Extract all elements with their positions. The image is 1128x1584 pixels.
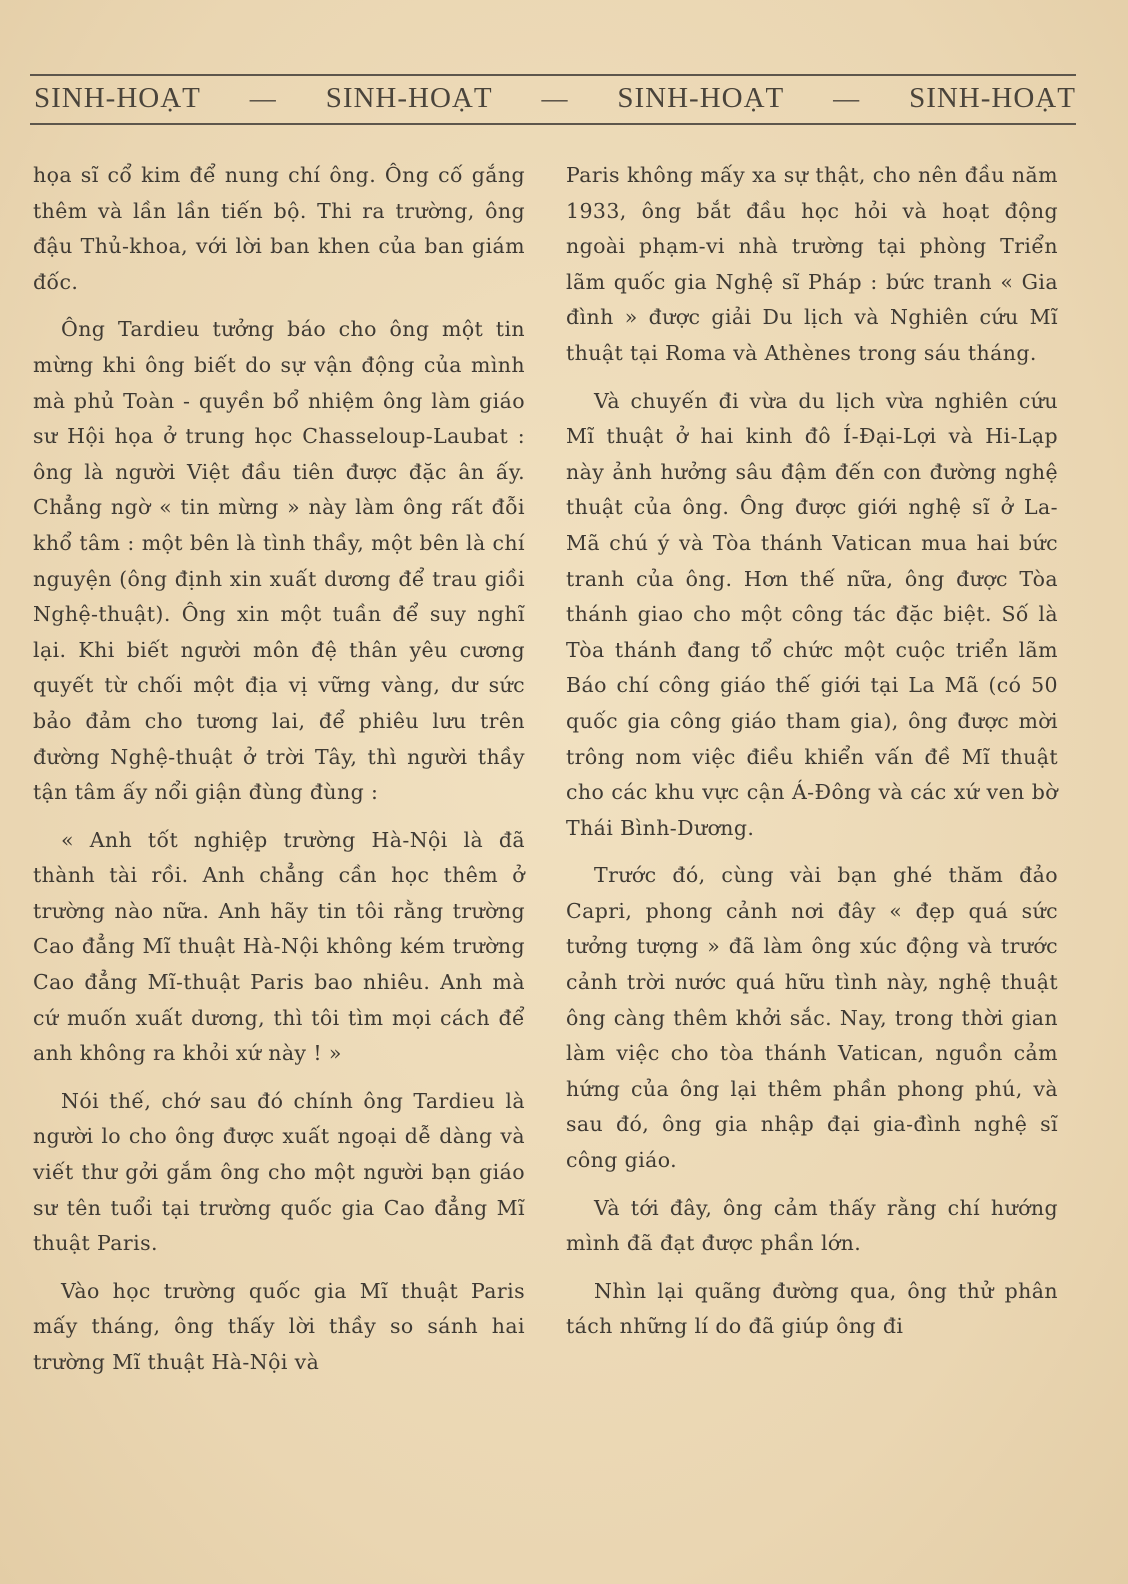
header-separator-3: — <box>833 83 861 113</box>
left-column <box>33 158 525 1393</box>
paragraph: Paris không mấy xa sự thật, cho nên đầu năm 1933, ông bắt đầu học hỏi và hoạt động ngoài phạm-vi nhà trường tại phòng Triển lãm quốc gia Nghệ sĩ Pháp : bức tranh « Gia đình » được giải Du lịch và Nghiên cứu Mĩ thuật tại Roma và Athènes trong sáu tháng. <box>566 163 1058 365</box>
header-item-4: SINH-HOẠT <box>909 82 1076 114</box>
paragraph: họa sĩ cổ kim để nung chí ông. Ông cố gắng thêm và lần lần tiến bộ. Thi ra trường, ông đậu Thủ-khoa, với lời ban khen của ban giám đốc. <box>33 163 525 294</box>
paragraph: Ông Tardieu tưởng báo cho ông một tin mừng khi ông biết do sự vận động của mình mà phủ Toàn - quyền bổ nhiệm ông làm giáo sư Hội họa ở trung học Chasseloup-Laubat : ông là người Việt đầu tiên được đặc ân ấy. Chẳng ngờ « tin mừng » này làm ông rất đỗi khổ tâm : một bên là tình thầy, một bên là chí nguyện (ông định xin xuất dương để trau giồi Nghệ-thuật). Ông xin một tuần để suy nghĩ lại. Khi biết người môn đệ thân yêu cương quyết từ chối một địa vị vững vàng, dư sức bảo đảm cho tương lai, để phiêu lưu trên đường Nghệ-thuật ở trời Tây, thì người thầy tận tâm ấy nổi giận đùng đùng : <box>33 317 525 805</box>
header-separator-1: — <box>249 83 277 113</box>
quote-paragraph: « Anh tốt nghiệp trường Hà-Nội là đã thành tài rồi. Anh chẳng cần học thêm ở trường nào nữa. Anh hãy tin tôi rằng trường Cao đẳng Mĩ thuật Hà-Nội không kém trường Cao đẳng Mĩ-thuật Paris bao nhiêu. Anh mà cứ muốn xuất dương, thì tôi tìm mọi cách để anh không ra khỏi xứ này ! » <box>33 827 525 1066</box>
header-rule-top <box>30 74 1076 76</box>
header-separator-2: — <box>541 83 569 113</box>
running-header <box>30 68 1076 128</box>
header-row <box>34 82 1076 115</box>
paragraph: Nói thế, chớ sau đó chính ông Tardieu là người lo cho ông được xuất ngoại dễ dàng và viết thư gởi gắm ông cho một người bạn giáo sư tên tuổi tại trường quốc gia Cao đẳng Mĩ thuật Paris. <box>33 1088 525 1256</box>
right-column <box>566 158 1058 1357</box>
header-item-3: SINH-HOẠT <box>617 82 785 114</box>
paragraph: Vào học trường quốc gia Mĩ thuật Paris mấy tháng, ông thấy lời thầy so sánh hai trường Mĩ thuật Hà-Nội và <box>33 1278 525 1374</box>
header-item-2: SINH-HOẠT <box>325 82 493 114</box>
paragraph: Trước đó, cùng vài bạn ghé thăm đảo Capri, phong cảnh nơi đây « đẹp quá sức tưởng tượng » đã làm ông xúc động và trước cảnh trời nước quá hữu tình này, nghệ thuật ông càng thêm khởi sắc. Nay, trong thời gian làm việc cho tòa thánh Vatican, nguồn cảm hứng của ông lại thêm phần phong phú, và sau đó, ông gia nhập đại gia-đình nghệ sĩ công giáo. <box>566 863 1058 1173</box>
header-item-1: SINH-HOẠT <box>34 82 201 114</box>
paragraph: Và tới đây, ông cảm thấy rằng chí hướng mình đã đạt được phần lớn. <box>566 1195 1058 1256</box>
paragraph: Nhìn lại quãng đường qua, ông thử phân tách những lí do đã giúp ông đi <box>566 1278 1058 1339</box>
paragraph: Và chuyến đi vừa du lịch vừa nghiên cứu Mĩ thuật ở hai kinh đô Í-Đại-Lợi và Hi-Lạp này ảnh hưởng sâu đậm đến con đường nghệ thuật của ông. Ông được giới nghệ sĩ ở La-Mã chú ý và Tòa thánh Vatican mua hai bức tranh của ông. Hơn thế nữa, ông được Tòa thánh giao cho một công tác đặc biệt. Số là Tòa thánh đang tổ chức một cuộc triển lãm Báo chí công giáo thế giới tại La Mã (có 50 quốc gia công giáo tham gia), ông được mời trông nom việc điều khiển vấn đề Mĩ thuật cho các khu vực cận Á-Đông và các xứ ven bờ Thái Bình-Dương. <box>566 388 1058 840</box>
header-rule-bottom <box>30 123 1076 125</box>
